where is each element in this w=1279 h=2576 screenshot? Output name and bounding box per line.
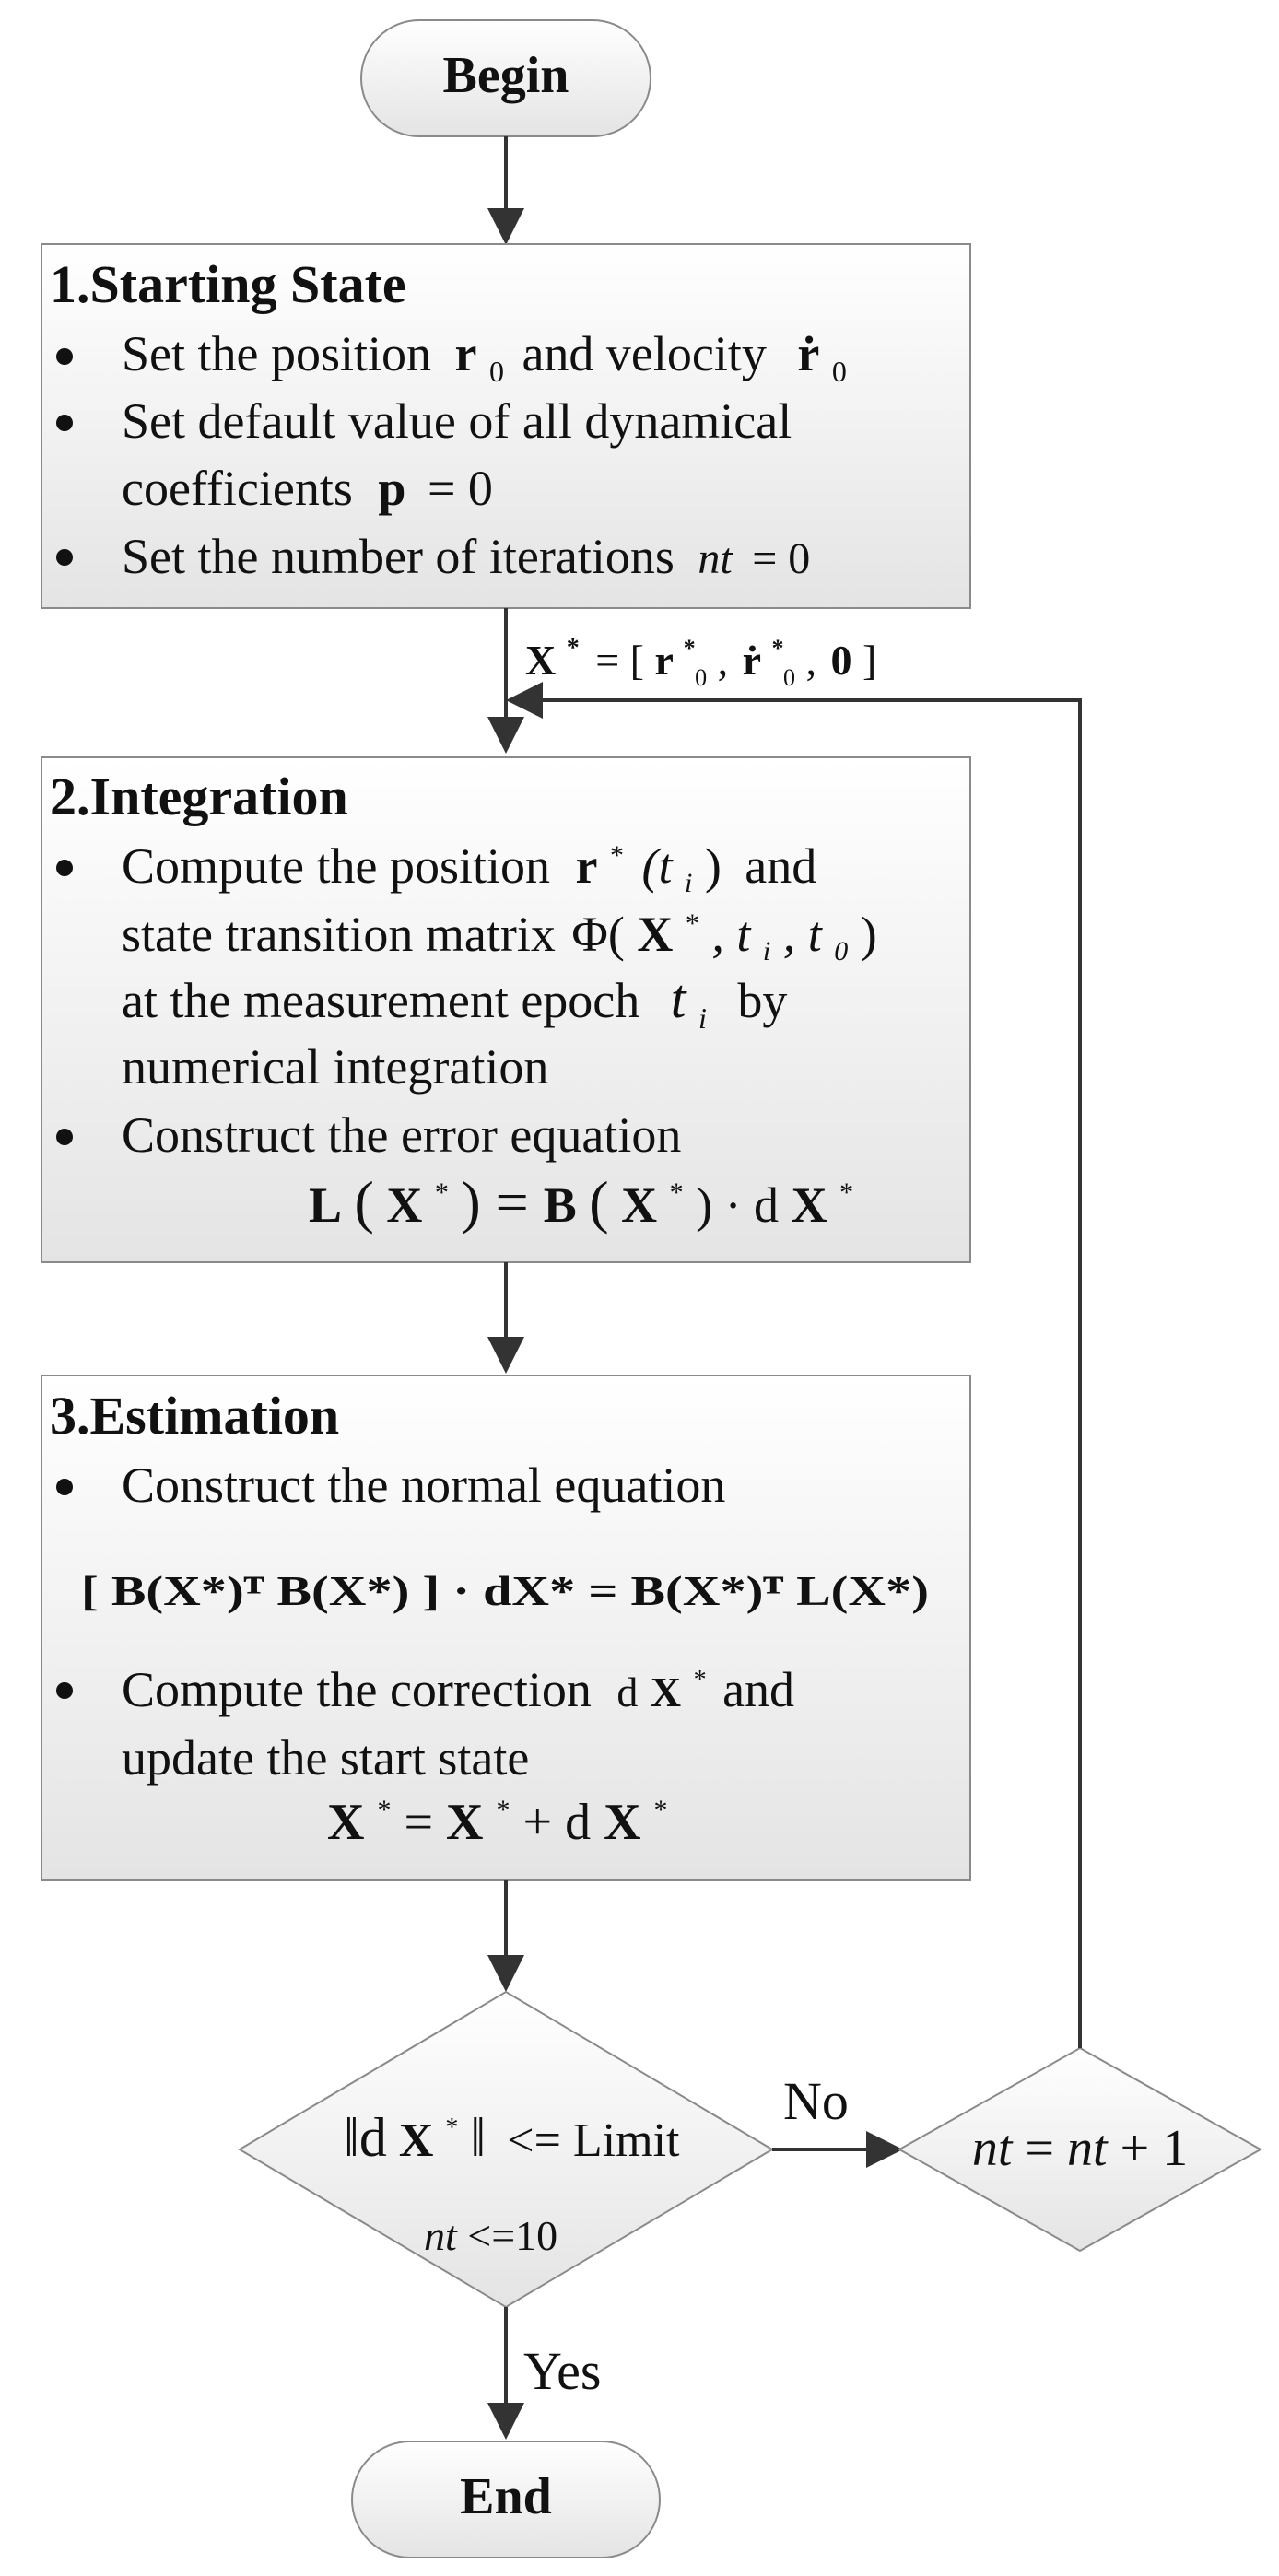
- step1-bullet1-text-a: Set the position: [122, 326, 431, 381]
- increment-equation: [972, 2120, 1188, 2177]
- bullet: [56, 415, 73, 431]
- step1-sub-0: 0: [488, 355, 504, 388]
- init-r: r: [654, 637, 674, 684]
- increment-nt2: nt: [1067, 2120, 1108, 2177]
- convergence-decision: [240, 1992, 772, 2307]
- step2-b1-r: r: [575, 838, 598, 894]
- step2-b1-X-sup: *: [685, 908, 699, 939]
- step2-bullet2-line1: Construct the error equation: [122, 1107, 682, 1163]
- step2-b1-l2-a: state transition matrix: [122, 907, 556, 962]
- init-rdot: ṙ: [742, 637, 762, 684]
- decision-nt-rest: <=10: [467, 2212, 558, 2259]
- no-label: No: [783, 2071, 849, 2131]
- step2-b1-X: X: [637, 907, 674, 962]
- bullet: [56, 549, 73, 566]
- decision-iteration: [424, 2212, 557, 2259]
- step3-upd-s1: *: [377, 1795, 392, 1825]
- step2-b1-l1-a: Compute the position: [122, 838, 550, 894]
- step2-eq-s3: *: [839, 1177, 854, 1208]
- step2-b1-close: ): [704, 838, 722, 894]
- end-label: End: [460, 2468, 552, 2525]
- step2-eq-s2: *: [669, 1177, 684, 1208]
- init-rdot-sup: *: [771, 635, 784, 662]
- init-comma1: ,: [717, 637, 729, 684]
- step2-b1-sub-i: i: [762, 936, 771, 966]
- yes-label: Yes: [523, 2341, 602, 2401]
- step3-upd-X3: X: [604, 1794, 641, 1851]
- step3-upd-X2: X: [446, 1794, 484, 1851]
- step2-b1-phi: Φ(: [571, 907, 625, 962]
- step1-sub-0b: 0: [831, 355, 847, 388]
- step2-b1-l3-b: by: [737, 973, 788, 1028]
- init-r-sup: *: [683, 635, 696, 662]
- init-X-sup: *: [566, 634, 580, 662]
- decision-sup: *: [445, 2113, 459, 2142]
- step2-b1-t-sub: i: [698, 1001, 707, 1035]
- init-comma2: ,: [805, 637, 817, 684]
- step1-nt: nt: [698, 534, 733, 583]
- init-close: ]: [862, 637, 877, 684]
- step3-upd-X1: X: [327, 1794, 365, 1851]
- decision-norm-open: ‖d: [344, 2107, 387, 2168]
- step3-upd-plus: + d: [522, 1794, 592, 1851]
- step2-box: [41, 757, 970, 1262]
- bullet: [56, 1479, 73, 1495]
- init-rdot-sub: 0: [783, 664, 796, 691]
- step1-bullet3-text: Set the number of iterations: [122, 529, 675, 584]
- step2-b1-ti: (t: [641, 838, 673, 894]
- begin-terminal: [361, 20, 651, 136]
- step2-eq-paren2: ) =: [461, 1169, 544, 1235]
- step3-b2-X: X: [650, 1669, 682, 1715]
- step1-nt-eq: = 0: [752, 534, 811, 583]
- increment-eq: =: [1025, 2120, 1067, 2177]
- init-X: X: [525, 637, 557, 684]
- step1-sym-p: p: [378, 461, 406, 516]
- begin-label: Begin: [442, 47, 569, 104]
- step1-heading: 1.Starting State: [50, 254, 406, 314]
- step2-heading: 2.Integration: [50, 767, 348, 826]
- step1-bullet2-eq: = 0: [427, 461, 493, 516]
- step2-b1-ti-sub: i: [684, 868, 693, 898]
- bullet: [56, 348, 73, 365]
- bullet: [56, 1129, 73, 1145]
- step1-sym-rdot: ṙ: [797, 326, 820, 381]
- step1-box: [41, 244, 970, 608]
- step1-sym-r0: r: [454, 326, 477, 381]
- init-r-sub: 0: [695, 664, 708, 691]
- step3-heading: 3.Estimation: [50, 1386, 340, 1446]
- step3-normal-equation: [ B(X*)ᵀ B(X*) ] · dX* = B(X*)ᵀ L(X*): [81, 1567, 929, 1614]
- step2-b1-r-sup: *: [609, 840, 624, 871]
- step3-b2-l1-b: and: [722, 1662, 795, 1717]
- step2-b1-l3-a: at the measurement epoch: [122, 973, 640, 1028]
- step2-b1-args2: , t: [782, 907, 822, 962]
- step2-eq-X2: X: [621, 1177, 658, 1233]
- step2-b1-args: , t: [711, 907, 751, 962]
- step3-upd-s3: *: [653, 1795, 668, 1825]
- decision-X: X: [398, 2114, 434, 2167]
- init-eq: = [: [595, 637, 644, 684]
- increment-nt1: nt: [971, 2120, 1013, 2177]
- step3-upd-s2: *: [496, 1795, 510, 1825]
- step3-b2-d: d: [616, 1669, 639, 1715]
- step2-eq-paren4: ) · d: [696, 1177, 780, 1233]
- decision-nt: nt: [424, 2212, 457, 2259]
- step3-box: [41, 1376, 970, 1880]
- step2-b1-sub-0: 0: [834, 936, 849, 966]
- step2-bullet1-line4: numerical integration: [122, 1039, 549, 1095]
- step2-eq-X1: X: [386, 1177, 423, 1233]
- step3-bullet2-line2: update the start state: [122, 1730, 530, 1786]
- step2-eq-paren3: (: [589, 1169, 609, 1235]
- step2-eq-B: B: [543, 1177, 577, 1233]
- step1-bullet3: [122, 529, 810, 584]
- step2-eq-X3: X: [791, 1177, 827, 1233]
- step2-eq-paren1: (: [354, 1169, 374, 1235]
- step1-bullet1-text-b: and velocity: [522, 326, 767, 381]
- init-zero: 0: [830, 637, 852, 684]
- increment-plus: + 1: [1120, 2120, 1189, 2177]
- increment-node: [899, 2048, 1261, 2251]
- step1-bullet2-line1: Set default value of all dynamical: [122, 393, 792, 449]
- end-terminal: [352, 2441, 660, 2558]
- step3-bullet1-line1: Construct the normal equation: [122, 1458, 726, 1513]
- step3-b2-l1-a: Compute the correction: [122, 1662, 592, 1717]
- decision-limit: <= Limit: [507, 2114, 680, 2167]
- step3-b2-sup: *: [693, 1666, 707, 1694]
- step2-eq-s1: *: [434, 1177, 449, 1208]
- step1-bullet2-coeff: coefficients: [122, 461, 353, 516]
- step1-bullet2-line2: [122, 461, 493, 516]
- decision-norm-close: ‖: [470, 2107, 487, 2168]
- step2-b1-t: t: [670, 968, 686, 1029]
- step2-eq-L: L: [309, 1177, 343, 1233]
- step3-upd-eq: =: [404, 1794, 447, 1851]
- step2-b1-l2-close: ): [860, 907, 877, 962]
- bullet: [56, 860, 73, 876]
- bullet: [56, 1682, 73, 1699]
- step2-b1-l1-b: and: [745, 838, 817, 894]
- init-state-label: [525, 618, 876, 695]
